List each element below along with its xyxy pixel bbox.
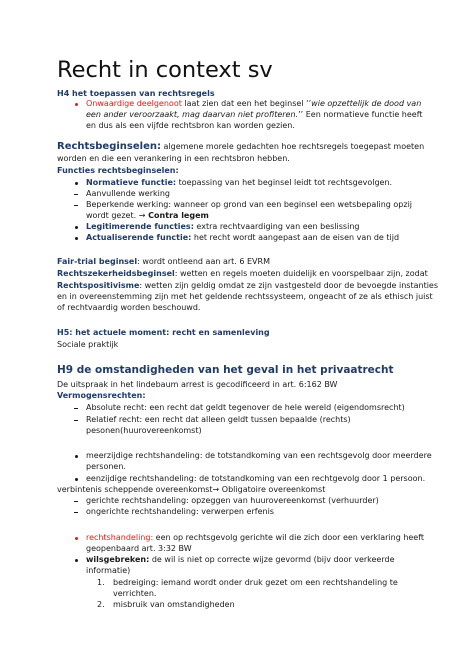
h5-subtext: Sociale praktijk bbox=[57, 340, 119, 349]
list-item-aanvullend: Aanvullende werking bbox=[86, 189, 170, 198]
rechtspositivisme-line-3: of rechtvaardig worden beschouwd. bbox=[57, 303, 201, 312]
list-item-rechtshandeling: rechtshandeling: een op rechtsgevolg gerichte wil die zich door een verklaring heeft bbox=[86, 533, 425, 542]
list-item-legitimerend: Legitimerende functies: extra rechtvaardiging van een beslissing bbox=[86, 222, 360, 231]
verbintenis-line: verbintenis scheppende overeenkomst→ Obligatoire overeenkomst bbox=[57, 485, 326, 494]
bullet-icon bbox=[75, 237, 78, 240]
section-heading-h5: H5: het actuele moment: recht en samenleving bbox=[57, 328, 270, 337]
dash-icon bbox=[74, 408, 78, 409]
dash-icon bbox=[74, 512, 78, 513]
rechtspositivisme-line-1: Rechtspositivisme: wetten zijn geldig omdat ze zijn vastgesteld door de bevoegde instanties bbox=[57, 281, 439, 290]
rechtsbeginselen-label: Rechtsbeginselen: bbox=[57, 141, 161, 152]
functies-heading: Functies rechtsbeginselen: bbox=[57, 166, 179, 175]
dash-icon bbox=[74, 194, 78, 195]
list-item-ongericht: ongerichte rechtshandeling: verwerpen erfenis bbox=[86, 507, 274, 516]
bullet-icon bbox=[75, 226, 78, 229]
list-item-beperkend-cont: wordt gezet. → Contra legem bbox=[86, 211, 209, 220]
bullet-icon bbox=[75, 182, 78, 185]
list-item-misbruik: misbruik van omstandigheden bbox=[113, 600, 235, 609]
onwaardige-deelgenoot-term: Onwaardige deelgenoot bbox=[86, 99, 182, 108]
list-item-actualiserend: Actualiserende functie: het recht wordt aangepast aan de eisen van de tijd bbox=[86, 233, 400, 242]
dash-icon bbox=[74, 420, 78, 421]
list-number: 2. bbox=[97, 600, 105, 609]
vermogensrechten-heading: Vermogensrechten: bbox=[57, 391, 146, 400]
dash-icon bbox=[74, 501, 78, 502]
list-item-wilsgebreken: wilsgebreken: de wil is niet op correcte wijze gevormd (bijv door verkeerde bbox=[86, 555, 395, 564]
bullet-icon bbox=[75, 455, 78, 458]
section-heading-h9: H9 de omstandigheden van het geval in het privaatrecht bbox=[57, 364, 394, 376]
fair-trial-line: Fair-trial beginsel: wordt ontleend aan art. 6 EVRM bbox=[57, 257, 270, 266]
list-item-meerzijdig: meerzijdige rechtshandeling: de totstandkoming van een rechtsgevolg door meerdere bbox=[86, 451, 432, 460]
list-item-wilsgebreken-cont: informatie) bbox=[86, 566, 131, 575]
list-item-relatief-cont: pesonen(huurovereenkomst) bbox=[86, 426, 202, 435]
list-item-gericht: gerichte rechtshandeling: opzeggen van huurovereenkomst (verhuurder) bbox=[86, 496, 379, 505]
rechtsbeginselen-line-2: worden en die een verankering in een rechtsbron hebben. bbox=[57, 154, 290, 163]
list-number: 1. bbox=[97, 578, 105, 587]
h9-line-1: De uitspraak in het lindebaum arrest is gecodificeerd in art. 6:162 BW bbox=[57, 380, 338, 389]
list-item-absoluut: Absolute recht: een recht dat geldt tegenover de hele wereld (eigendomsrecht) bbox=[86, 403, 405, 412]
arrow-right-icon: → bbox=[138, 211, 146, 220]
h4-bullet-line-1: Onwaardige deelgenoot laat zien dat een het beginsel ‘’wie opzettelijk de dood van bbox=[86, 99, 422, 108]
rechtszekerheid-line: Rechtszekerheidsbeginsel: wetten en regels moeten duidelijk en voorspelbaar zijn, zodat bbox=[57, 269, 428, 278]
list-item-bedreiging: bedreiging: iemand wordt onder druk gezet om een rechtshandeling te bbox=[113, 578, 398, 587]
list-item-meerzijdig-cont: personen. bbox=[86, 462, 126, 471]
h4-bullet-line-3: en dus als een vijfde rechtsbron kan worden gezien. bbox=[86, 121, 295, 130]
page-title: Recht in context sv bbox=[57, 57, 273, 83]
list-item-relatief: Relatief recht: een recht dat alleen geldt tussen bepaalde (rechts) bbox=[86, 415, 351, 424]
rechtsbeginselen-line-1: Rechtsbeginselen: algemene morele gedachten hoe rechtsregels toegepast moeten bbox=[57, 141, 425, 152]
section-heading-h4: H4 het toepassen van rechtsregels bbox=[57, 89, 215, 98]
list-item-rechtshandeling-cont: geopenbaard art. 3:32 BW bbox=[86, 544, 192, 553]
list-item-normatief: Normatieve functie: toepassing van het beginsel leidt tot rechtsgevolgen. bbox=[86, 178, 393, 187]
bullet-icon bbox=[75, 478, 78, 481]
list-item-beperkend: Beperkende werking: wanneer op grond van een beginsel een wetsbepaling opzij bbox=[86, 200, 413, 209]
h4-bullet-line-2: een ander veroorzaakt, mag daarvan niet profiteren.’’ Een normatieve functie heeft bbox=[86, 110, 423, 119]
bullet-icon bbox=[75, 537, 78, 540]
bullet-icon bbox=[75, 559, 78, 562]
list-item-bedreiging-cont: verrichten. bbox=[113, 589, 157, 598]
rechtspositivisme-line-2: en in overeenstemming zijn met het geldende rechtssysteem, ongeacht of ze als ethisch juist bbox=[57, 292, 433, 301]
bullet-icon bbox=[75, 103, 78, 106]
dash-icon bbox=[74, 205, 78, 206]
list-item-eenzijdig: eenzijdige rechtshandeling: de totstandkoming van een rechtgevolg door 1 persoon. bbox=[86, 474, 426, 483]
arrow-right-icon: → bbox=[212, 485, 220, 494]
